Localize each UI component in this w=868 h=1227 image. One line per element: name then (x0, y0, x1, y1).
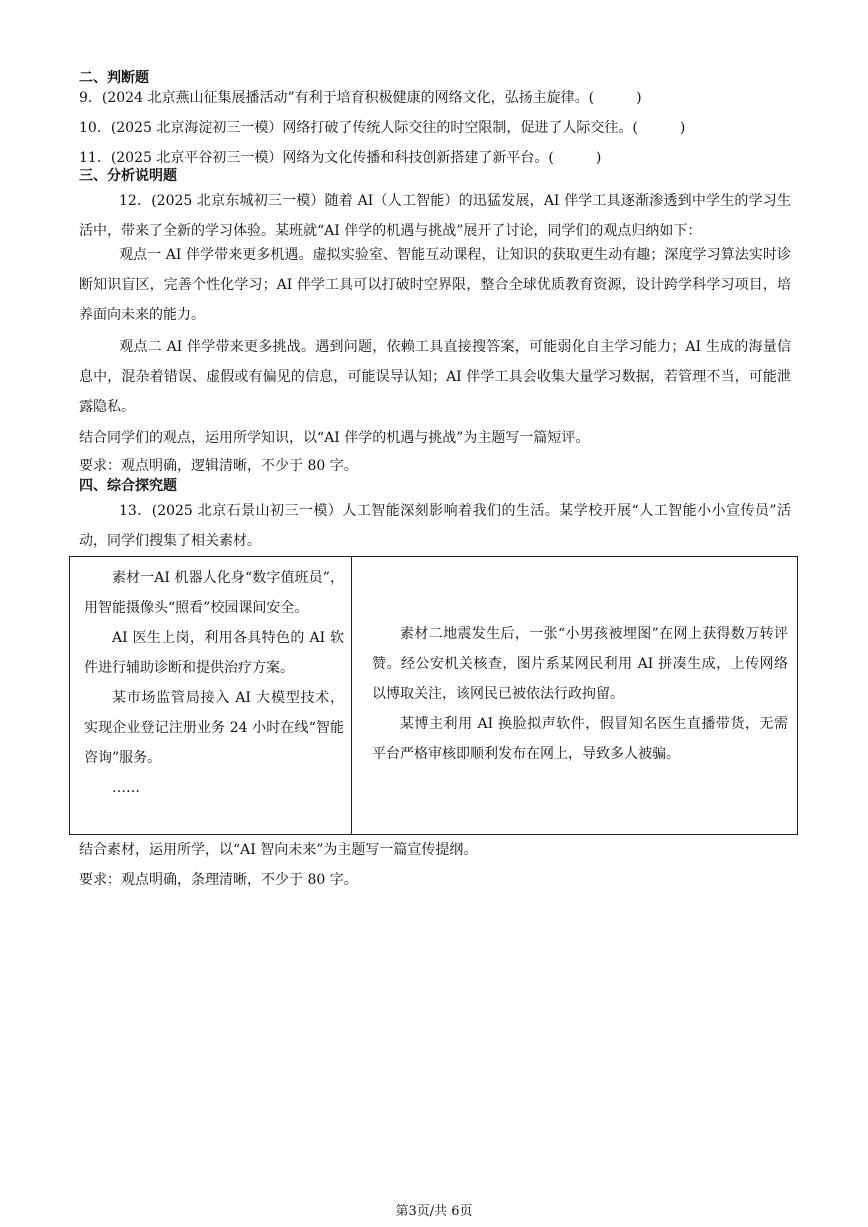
material-two-cell (372, 619, 788, 769)
table-divider (351, 557, 352, 834)
question-13-intro (79, 496, 791, 556)
question-10: 10．(2025 北京海淀初三一模）网络打破了传统人际交往的时空限制，促进了人际交往。( ) (79, 120, 686, 136)
question-13-task: 结合素材，运用所学，以“AI 智向未来”为主题写一篇宣传提纲。 (79, 842, 478, 858)
material-one-para: 素材一AI 机器人化身“数字值班员”，用智能摄像头“照看”校园课间安全。 (84, 570, 344, 616)
material-one-cell (84, 563, 344, 803)
section2-heading: 二、判断题 (79, 70, 149, 86)
section4-heading: 四、综合探究题 (79, 478, 177, 494)
question-9: 9．(2024 北京燕山征集展播活动”有利于培育积极健康的网络文化，弘扬主旋律。( ) (79, 90, 642, 106)
question-13-requirement: 要求：观点明确，条理清晰，不少于 80 字。 (79, 872, 358, 888)
materials-table (69, 556, 798, 835)
question-12-intro (79, 186, 791, 246)
view-one-text: 观点一 AI 伴学带来更多机遇。虚拟实验室、智能互动课程，让知识的获取更生动有趣；深度学习算法实时诊断知识盲区，完善个性化学习；AI 伴学工具可以打破时空界限，整合全球优质教育资源，设计跨学科学习项目，培养面向未来的能力。 (79, 247, 791, 323)
material-one-para: AI 医生上岗，利用各具特色的 AI 软件进行辅助诊断和提供治疗方案。 (84, 630, 344, 676)
page-number: 第3页/共 6页 (395, 1204, 473, 1219)
material-two-para: 某博主利用 AI 换脸拟声软件，假冒知名医生直播带货，无需平台严格审核即顺利发布在网上，导致多人被骗。 (372, 716, 788, 762)
question-12-task: 结合同学们的观点，运用所学知识，以“AI 伴学的机遇与挑战”为主题写一篇短评。 (79, 430, 590, 446)
section3-heading: 三、分析说明题 (79, 168, 177, 184)
material-two-para: 素材二地震发生后，一张“小男孩被埋图”在网上获得数万转评赞。经公安机关核查，图片系某网民利用 AI 拼凑生成，上传网络以博取关注，该网民已被依法行政拘留。 (372, 626, 788, 702)
view-one (79, 240, 791, 330)
question-12-text: 12．(2025 北京东城初三一模）随着 AI（人工智能）的迅猛发展，AI 伴学工具逐渐渗透到中学生的学习生活中，带来了全新的学习体验。某班就“AI 伴学的机遇与挑战”展开了讨论，同学们的观点归纳如下： (79, 193, 791, 239)
material-one-para: 某市场监管局接入 AI 大模型技术，实现企业登记注册业务 24 小时在线“智能咨询”服务。 (84, 690, 344, 766)
question-13-text: 13．(2025 北京石景山初三一模）人工智能深刻影响着我们的生活。某学校开展“人工智能小小宣传员”活动，同学们搜集了相关素材。 (79, 503, 791, 549)
view-two (79, 332, 791, 422)
question-12-requirement: 要求：观点明确，逻辑清晰，不少于 80 字。 (79, 458, 358, 474)
view-two-text: 观点二 AI 伴学带来更多挑战。遇到问题，依赖工具直接搜答案，可能弱化自主学习能力；AI 生成的海量信息中，混杂着错误、虚假或有偏见的信息，可能误导认知；AI 伴学工具会收集大量学习数据，若管理不当，可能泄露隐私。 (79, 339, 791, 415)
question-11: 11．(2025 北京平谷初三一模）网络为文化传播和科技创新搭建了新平台。( ) (79, 150, 602, 166)
material-one-ellipsis: …… (112, 780, 140, 796)
